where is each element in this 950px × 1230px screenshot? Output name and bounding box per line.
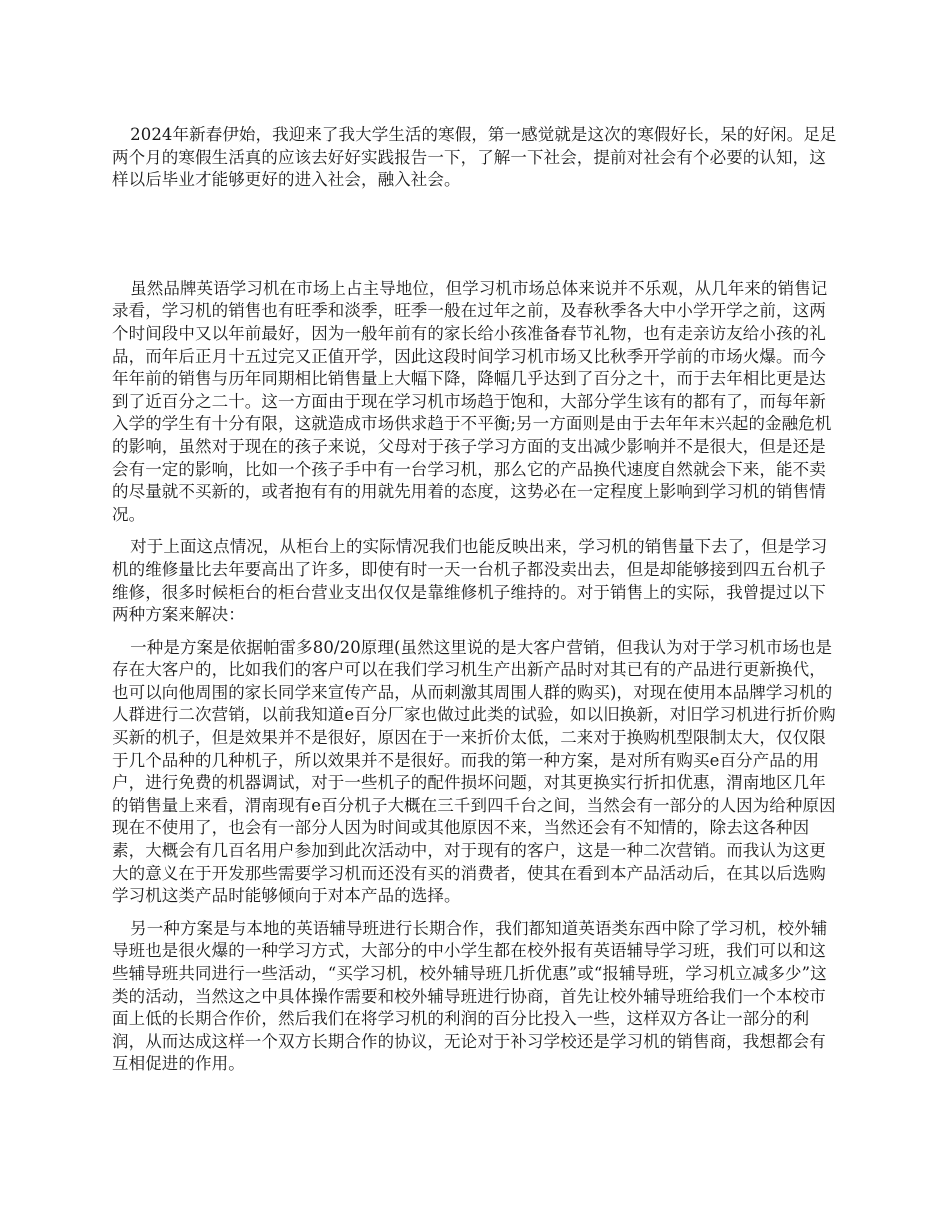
document-page bbox=[112, 124, 839, 1076]
paragraph-counter-situation: 对于上面这点情况，从柜台上的实际情况我们也能反映出来，学习机的销售量下去了，但是学习机的维修量比去年要高出了许多，即使有时一天一台机子都没卖出去，但是却能够接到四五台机子维修，很多时候柜台的柜台营业支出仅仅是靠维修机子维持的。对于销售上的实际，我曾提过以下两种方案来解决： bbox=[112, 537, 828, 625]
paragraph-intro: 2024年新春伊始，我迎来了我大学生活的寒假，第一感觉就是这次的寒假好长，呆的好闲。足足两个月的寒假生活真的应该去好好实践报告一下，了解一下社会，提前对社会有个必要的认知，这样以后毕业才能够更好的进入社会，融入社会。 bbox=[112, 125, 837, 190]
paragraph-plan-one: 一种是方案是依据帕雷多80/20原理(虽然这里说的是大客户营销，但我认为对于学习机市场也是存在大客户的，比如我们的客户可以在我们学习机生产出新产品时对其已有的产品进行更新换代，也可以向他周围的家长同学来宣传产品，从而刺激其周围人群的购买)，对现在使用本品牌学习机的人群进行二次营销，以前我知道e百分厂家也做过此类的试验，如以旧换新，对旧学习机进行折价购买新的机子，但是效果并不是很好，原因在于一来折价太低，二来对于换购机型限制太大，仅仅限于几个品种的几种机子，所以效果并不是很好。而我的第一种方案，是对所有购买e百分产品的用户，进行免费的机器调试，对于一些机子的配件损坏问题，对其更换实行折扣优惠，渭南地区几年的销售量上来看，渭南现有e百分机子大概在三千到四千台之间，当然会有一部分的人因为给种原因现在不使用了，也会有一部分人因为时间或其他原因不来，当然还会有不知情的，除去这各种因素，大概会有几百名用户参加到此次活动中，对于现有的客户，这是一种二次营销。而我认为这更大的意义在于开发那些需要学习机而还没有买的消费者，使其在看到本产品活动后，在其以后选购学习机这类产品时能够倾向于对本产品的选择。 bbox=[112, 637, 836, 906]
paragraph-market-analysis: 虽然品牌英语学习机在市场上占主导地位，但学习机市场总体来说并不乐观，从几年来的销售记录看，学习机的销售也有旺季和淡季，旺季一般在过年之前，及春秋季各大中小学开学之前，这两个时间段中又以年前最好，因为一般年前有的家长给小孩准备春节礼物，也有走亲访友给小孩的礼品，而年后正月十五过完又正值开学，因此这段时间学习机市场又比秋季开学前的市场火爆。而今年年前的销售与历年同期相比销售量上大幅下降，降幅几乎达到了百分之十，而于去年相比更是达到了近百分之二十。这一方面由于现在学习机市场趋于饱和，大部分学生该有的都有了，而每年新入学的学生有十分有限，这就造成市场供求趋于不平衡;另一方面则是由于去年年末兴起的金融危机的影响，虽然对于现在的孩子来说，父母对于孩子学习方面的支出减少影响并不是很大，但是还是会有一定的影响，比如一个孩子手中有一台学习机，那么它的产品换代速度自然就会下来，能不卖的尽量就不买新的，或者抱有有的用就先用着的态度，这势必在一定程度上影响到学习机的销售情况。 bbox=[112, 278, 832, 524]
blank-gap bbox=[112, 192, 839, 278]
paragraph-plan-two: 另一种方案是与本地的英语辅导班进行长期合作，我们都知道英语类东西中除了学习机，校外辅导班也是很火爆的一种学习方式，大部分的中小学生都在校外报有英语辅导学习班，我们可以和这些辅导班共同进行一些活动，“买学习机，校外辅导班几折优惠”或“报辅导班，学习机立减多少”这类的活动，当然这之中具体操作需要和校外辅导班进行协商，首先让校外辅导班给我们一个本校市面上低的长期合作价，然后我们在将学习机的利润的百分比投入一些，这样双方各让一部分的利润，从而达成这样一个双方长期合作的协议，无论对于补习学校还是学习机的销售商，我想都会有互相促进的作用。 bbox=[112, 918, 828, 1074]
